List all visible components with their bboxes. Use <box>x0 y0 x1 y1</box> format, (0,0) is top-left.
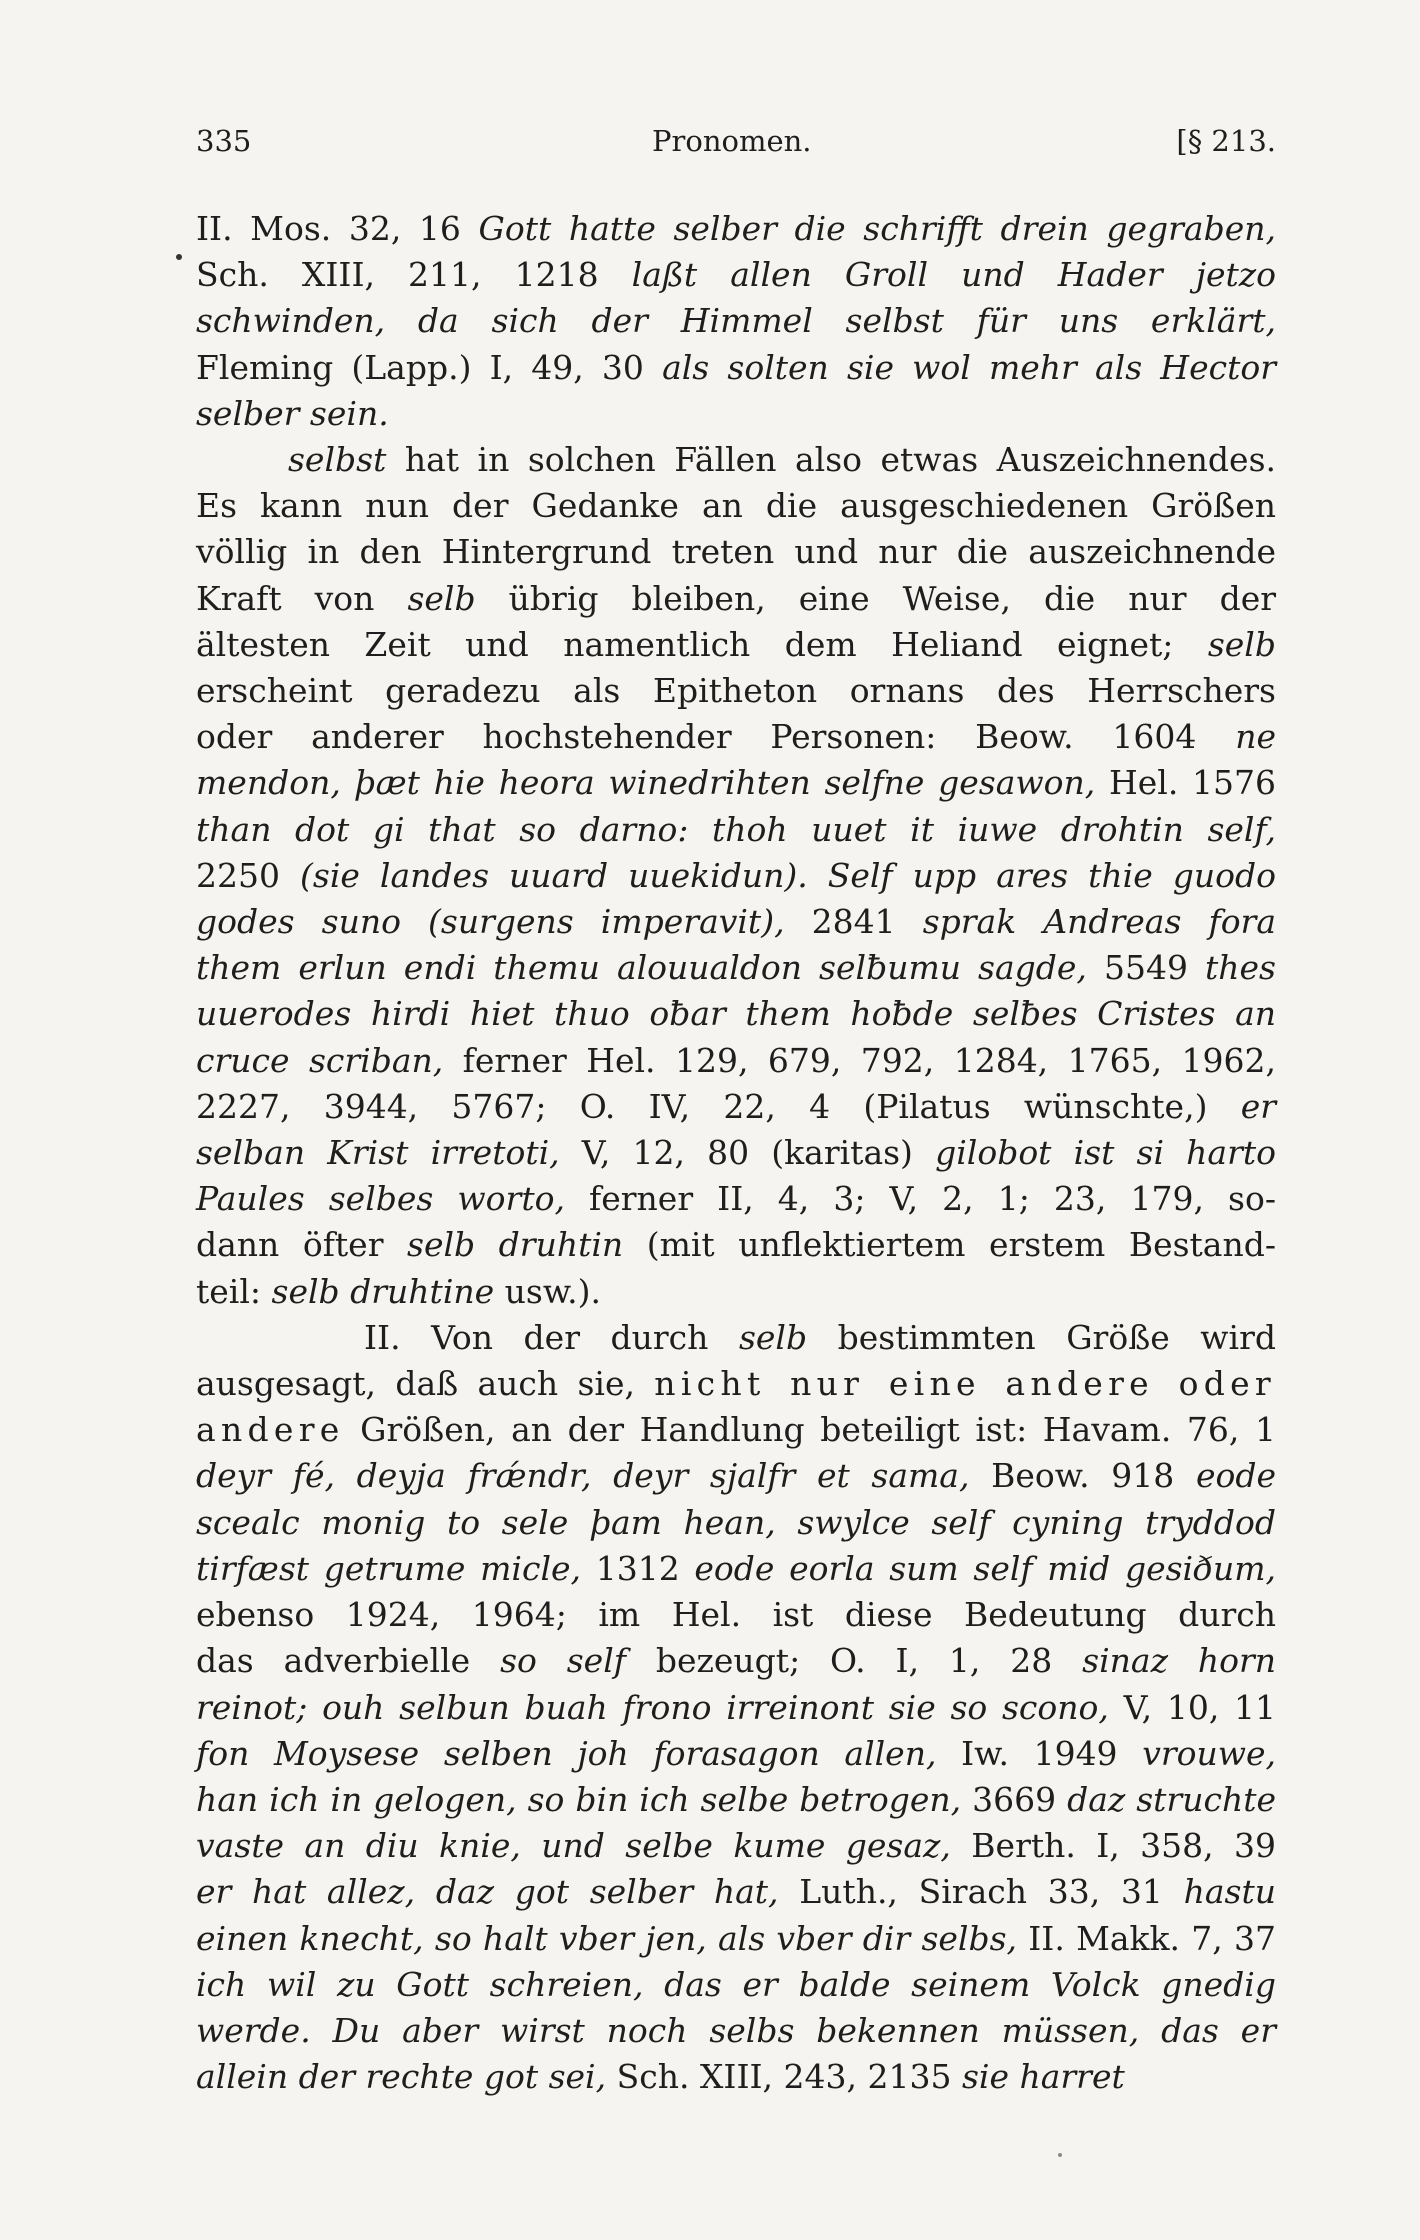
text-line <box>196 345 1276 391</box>
italic-text: selb druhtine <box>271 1271 495 1311</box>
text-line <box>196 1176 1276 1222</box>
italic-text: sie harret <box>961 2057 1125 2097</box>
text-span: 2841 <box>784 902 923 942</box>
italic-text: han ich in gelogen, so bin ich selbe betrogen, <box>196 1779 962 1819</box>
italic-text: als solten sie wol mehr als Hector <box>662 347 1276 387</box>
text-span: dann öfter <box>196 1225 408 1265</box>
italic-text: schwinden, da sich der Himmel selbst für uns erklärt, <box>196 301 1276 341</box>
text-span: Sch. XIII, 211, 1218 <box>196 255 632 295</box>
italic-text: reinot; ouh selbun buah frono irreinont sie so scono, <box>196 1687 1109 1727</box>
spaced-text: nicht nur eine andere oder <box>654 1364 1276 1404</box>
italic-text: daz struchte <box>1067 1779 1276 1819</box>
italic-text: them erlun endi themu alouualdon selƀumu sagde, <box>196 948 1087 988</box>
text-span: hat in solchen Fällen also etwas Auszeichnendes. <box>386 440 1276 480</box>
text-span: ferner II, 4, 3; V, 2, 1; 23, 179, so- <box>564 1179 1276 1219</box>
italic-text: fon Moysese selben joh forasagon allen, <box>196 1733 937 1773</box>
italic-text: uuerodes hirdi hiet thuo oƀar them hoƀde selƀes Cristes an <box>196 994 1276 1034</box>
italic-text: gilobot ist si harto <box>935 1133 1276 1173</box>
text-span: usw.). <box>494 1271 602 1311</box>
italic-text: er hat allez, daz got selber hat, <box>196 1872 779 1912</box>
text-span: ebenso 1924, 1964; im Hel. ist diese Bedeutung durch <box>196 1595 1276 1635</box>
italic-text: deyr fé, deyja frǽndr, deyr sjalfr et sama, <box>196 1456 970 1496</box>
italic-text: scealc monig to sele þam hean, swylce self cyning tryddod <box>196 1502 1276 1542</box>
text-span: Berth. I, 358, 39 <box>950 1826 1277 1866</box>
text-line <box>196 206 1276 252</box>
text-span: ausgesagt, daß auch sie, <box>196 1364 655 1404</box>
italic-text: laßt allen Groll und Hader jetzo <box>631 255 1276 295</box>
text-line <box>196 529 1276 575</box>
italic-text: Paules selbes worto, <box>196 1179 565 1219</box>
italic-text: selber sein. <box>196 393 389 433</box>
text-line <box>196 1823 1276 1869</box>
italic-text: werde. Du aber wirst noch selbs bekennen müssen, das er <box>196 2010 1276 2050</box>
text-line <box>196 853 1276 899</box>
text-line <box>196 945 1276 991</box>
text-line <box>196 1222 1276 1268</box>
text-span: teil: <box>196 1271 272 1311</box>
section-marker: [§ 213. <box>1176 124 1276 158</box>
text-span: Sch. XIII, 243, 2135 <box>606 2057 962 2097</box>
text-line <box>196 1592 1276 1638</box>
text-line <box>196 1315 1276 1361</box>
italic-text: mendon, þæt hie heora winedrihten selfne gesawon, <box>196 763 1096 803</box>
text-span: Fleming (Lapp.) I, 49, 30 <box>196 347 663 387</box>
italic-text: selb <box>1207 624 1276 664</box>
italic-text: vaste an diu knie, und selbe kume gesaz, <box>196 1826 951 1866</box>
text-line <box>196 1731 1276 1777</box>
italic-text: cruce scriban, <box>196 1040 444 1080</box>
margin-dot <box>176 254 182 260</box>
text-line <box>196 668 1276 714</box>
italic-text: tirfæst getrume micle, <box>196 1548 582 1588</box>
text-line <box>196 252 1276 298</box>
text-line <box>196 807 1276 853</box>
text-line <box>196 483 1276 529</box>
text-span: das adverbielle <box>196 1641 501 1681</box>
text-line <box>196 760 1276 806</box>
text-span: ältesten Zeit und namentlich dem Heliand eignet; <box>196 624 1208 664</box>
text-span: 2227, 3944, 5767; O. IV, 22, 4 (Pilatus wünschte,) <box>196 1086 1241 1126</box>
italic-text: ne <box>1235 717 1276 757</box>
running-header <box>196 124 1276 174</box>
text-line <box>196 1777 1276 1823</box>
text-line <box>196 991 1276 1037</box>
text-span: völlig in den Hintergrund treten und nur die auszeichnende <box>196 532 1276 572</box>
italic-text: so self <box>500 1641 626 1681</box>
text-span: Iw. 1949 <box>936 1733 1143 1773</box>
italic-text: than dot gi that so darno: thoh uuet it iuwe drohtin self, <box>196 809 1276 849</box>
italic-text: einen knecht, so halt vber jen, als vber dir selbs, <box>196 1918 1018 1958</box>
italic-text: ich wil zu Gott schreien, das er balde seinem Volck gnedig <box>196 1964 1276 2004</box>
text-line <box>196 1638 1276 1684</box>
italic-text: selbst <box>288 440 387 480</box>
italic-text: godes suno (surgens imperavit), <box>196 902 785 942</box>
text-line <box>196 1962 1276 2008</box>
body-text <box>196 206 1276 2100</box>
text-span: V, 10, 11 <box>1108 1687 1277 1727</box>
text-span: 3669 <box>961 1779 1068 1819</box>
text-line <box>196 1453 1276 1499</box>
text-span: (mit unflektiertem erstem Bestand- <box>623 1225 1277 1265</box>
text-span: 5549 <box>1086 948 1206 988</box>
italic-text: thes <box>1205 948 1276 988</box>
text-line <box>196 714 1276 760</box>
text-span: II. Mos. 32, 16 <box>196 209 479 248</box>
text-line <box>196 576 1276 622</box>
italic-text: eode <box>1195 1456 1276 1496</box>
text-line <box>196 899 1276 945</box>
text-span: II. Von der durch <box>364 1317 739 1357</box>
text-line <box>196 437 1276 483</box>
text-span: übrig bleiben, eine Weise, die nur der <box>475 578 1277 618</box>
text-line <box>196 1685 1276 1731</box>
italic-text: hastu <box>1183 1872 1276 1912</box>
text-span: oder anderer hochstehender Personen: Beow. 1604 <box>196 717 1236 757</box>
text-span: Hel. 1576 <box>1095 763 1276 803</box>
italic-text: selban Krist irretoti, <box>196 1133 560 1173</box>
italic-text: allein der rechte got sei, <box>196 2057 607 2097</box>
text-line <box>196 1084 1276 1130</box>
text-span: ferner Hel. 129, 679, 792, 1284, 1765, 1962, <box>443 1040 1276 1080</box>
italic-text: Gott hatte selber die schrifft drein gegraben, <box>478 209 1276 248</box>
text-span: Es kann nun der Gedanke an die ausgeschiedenen Größen <box>196 486 1276 526</box>
spaced-text: andere <box>196 1410 345 1450</box>
speck-dot <box>1058 2153 1062 2157</box>
text-line <box>196 1869 1276 1915</box>
italic-text: eode eorla sum self mid gesiðum, <box>694 1548 1276 1588</box>
text-line <box>196 1407 1276 1453</box>
text-span: V, 12, 80 (karitas) <box>559 1133 936 1173</box>
text-line <box>196 1546 1276 1592</box>
italic-text: selb druhtin <box>407 1225 624 1265</box>
text-line <box>196 1361 1276 1407</box>
text-line <box>196 2008 1276 2054</box>
text-span: bestimmten Größe wird <box>807 1317 1276 1357</box>
text-line <box>196 1916 1276 1962</box>
italic-text: vrouwe, <box>1142 1733 1277 1773</box>
text-span: II. Makk. 7, 37 <box>1017 1918 1276 1958</box>
italic-text: sinaz horn <box>1082 1641 1276 1681</box>
text-line <box>196 1500 1276 1546</box>
text-span: erscheint geradezu als Epitheton ornans des Herrschers <box>196 671 1276 711</box>
italic-text: er <box>1240 1086 1276 1126</box>
text-span: 2250 <box>196 855 301 895</box>
text-span: Kraft von <box>196 578 408 618</box>
running-title: Pronomen. <box>652 124 812 158</box>
page-number: 335 <box>196 124 252 158</box>
text-span: 1312 <box>581 1548 695 1588</box>
text-line <box>196 2054 1276 2100</box>
text-span: Beow. 918 <box>969 1456 1196 1496</box>
text-line <box>196 391 1276 437</box>
text-line <box>196 298 1276 344</box>
text-line <box>196 1038 1276 1084</box>
text-span: Größen, an der Handlung beteiligt ist: Havam. 76, 1 <box>344 1410 1276 1450</box>
text-line <box>196 1269 1276 1315</box>
text-span: bezeugt; O. I, 1, 28 <box>625 1641 1083 1681</box>
text-line <box>196 622 1276 668</box>
text-span: Luth., Sirach 33, 31 <box>778 1872 1184 1912</box>
italic-text: selb <box>738 1317 808 1357</box>
text-line <box>196 1130 1276 1176</box>
italic-text: sprak Andreas fora <box>922 902 1277 942</box>
italic-text: (sie landes uuard uuekidun). Self upp ares thie guodo <box>300 855 1276 895</box>
italic-text: selb <box>407 578 476 618</box>
